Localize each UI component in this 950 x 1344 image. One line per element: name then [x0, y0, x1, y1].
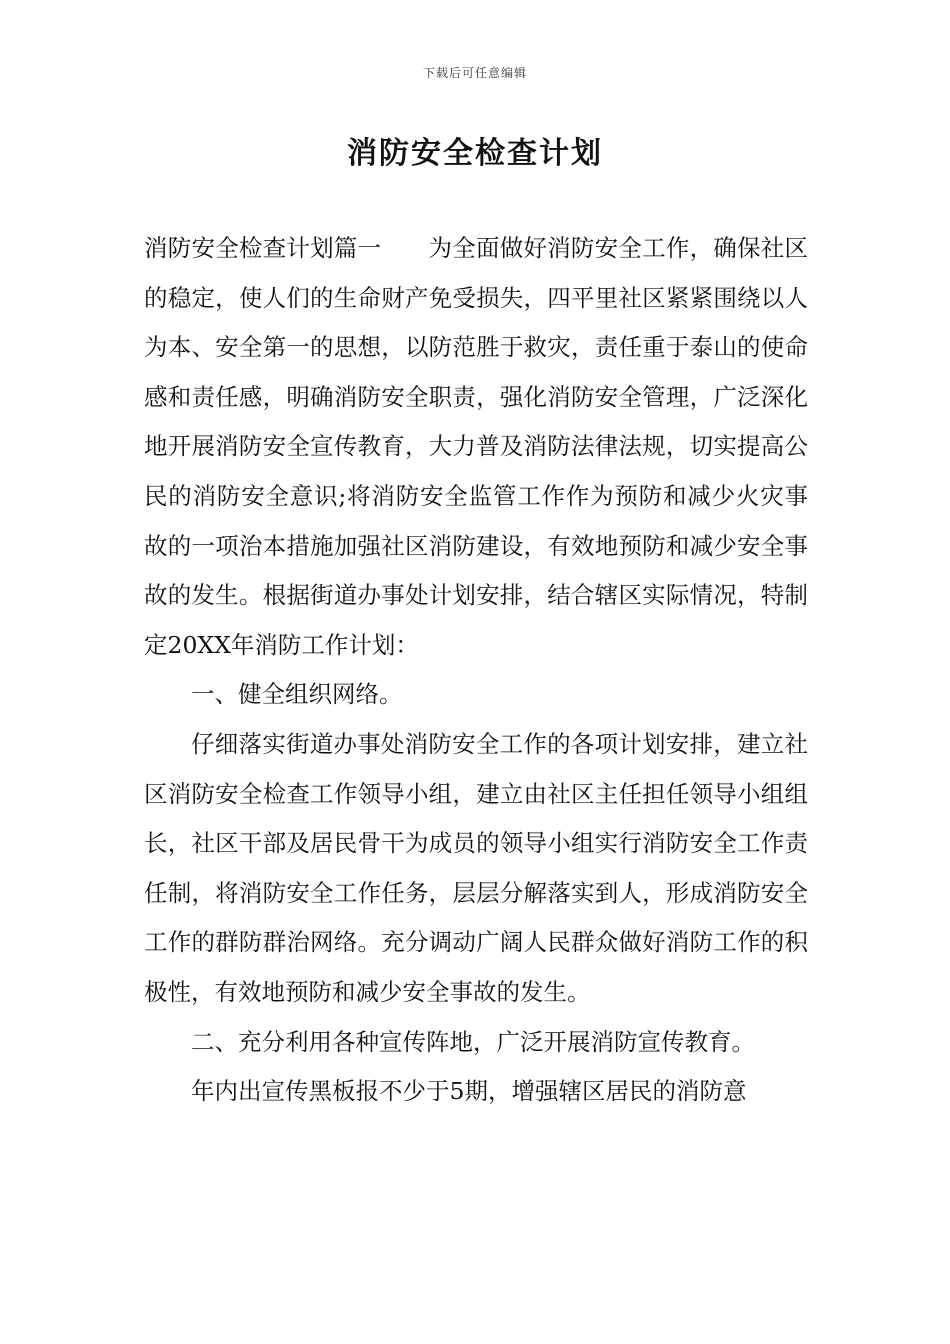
paragraph-intro	[144, 224, 808, 670]
heading-organization: 一、健全组织网络。	[191, 680, 403, 709]
section-lead: 消防安全检查计划篇一	[144, 234, 382, 262]
intro-text: 为全面做好消防安全工作，确保社区的稳定，使人们的生命财产免受损失，四平里社区紧紧围绕以人为本、安全第一的思想，以防范胜于救灾，责任重于泰山的使命感和责任感，明确消防安全职责，强化消防安全管理，广泛深化地开展消防安全宣传教育，大力普及消防法律法规，切实提高公民的消防安全意识;将消防安全监管工作作为预防和减少火灾事故的一项治本措施加强社区消防建设，有效地预防和减少安全事故的发生。根据街道办事处计划安排，结合辖区实际情况，特制定20XX年消防工作计划：	[144, 234, 809, 659]
document-body	[144, 224, 808, 1117]
document-title: 消防安全检查计划	[347, 136, 603, 171]
heading-publicity: 二、充分利用各种宣传阵地，广泛开展消防宣传教育。	[191, 1027, 755, 1056]
header-note: 下载后可任意编辑	[422, 66, 527, 80]
paragraph-publicity: 年内出宣传黑板报不少于5期，增强辖区居民的消防意	[191, 1077, 747, 1106]
paragraph-organization: 仔细落实街道办事处消防安全工作的各项计划安排，建立社区消防安全检查工作领导小组，建立由社区主任担任领导小组组长，社区干部及居民骨干为成员的领导小组实行消防安全工作责任制，将消防安全工作任务，层层分解落实到人，形成消防安全工作的群防群治网络。充分调动广阔人民群众做好消防工作的积极性，有效地预防和减少安全事故的发生。	[144, 729, 808, 1006]
